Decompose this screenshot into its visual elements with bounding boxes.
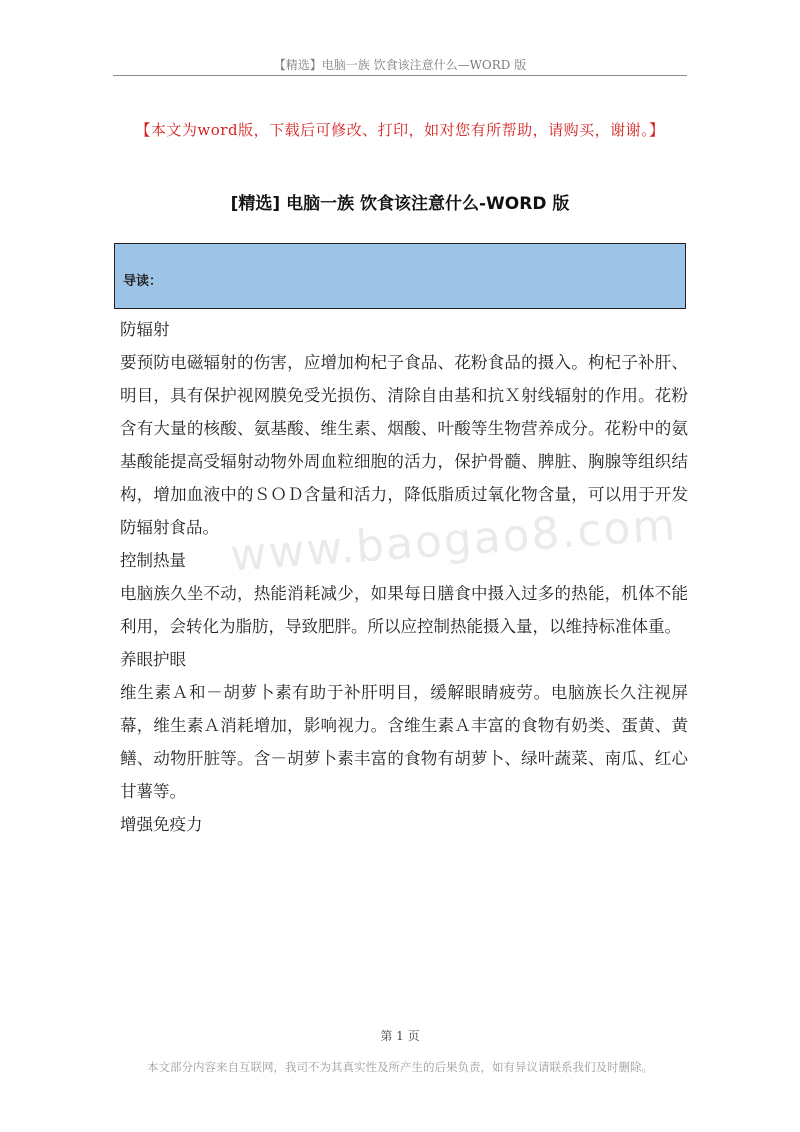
watermark-text: www.baogao8.com bbox=[228, 499, 679, 582]
section-heading-eyes: 养眼护眼 bbox=[120, 650, 186, 669]
article-body bbox=[120, 313, 688, 841]
document-title: [精选] 电脑一族 饮食该注意什么-WORD 版 bbox=[230, 194, 570, 214]
purchase-notice: 【本文为word版，下载后可修改、打印，如对您有所帮助，请购买，谢谢。】 bbox=[135, 121, 665, 139]
guide-box bbox=[114, 243, 686, 309]
guide-label: 导读： bbox=[123, 274, 163, 289]
section-heading-calories: 控制热量 bbox=[120, 551, 186, 570]
section-paragraph-eyes: 维生素Ａ和－胡萝卜素有助于补肝明目，缓解眼睛疲劳。电脑族长久注视屏幕，维生素Ａ消耗增加，影响视力。含维生素Ａ丰富的食物有奶类、蛋黄、黄鳝、动物肝脏等。含－胡萝卜素丰富的食物有胡萝卜、绿叶蔬菜、南瓜、红心甘薯等。 bbox=[120, 683, 688, 801]
section-heading-radiation: 防辐射 bbox=[120, 320, 170, 339]
section-paragraph-calories: 电脑族久坐不动，热能消耗减少，如果每日膳食中摄入过多的热能，机体不能利用，会转化为脂肪，导致肥胖。所以应控制热能摄入量，以维持标准体重。 bbox=[120, 584, 688, 636]
running-header: 【精选】电脑一族 饮食该注意什么—WORD 版 bbox=[273, 58, 527, 72]
page-number: 第 1 页 bbox=[380, 1029, 420, 1043]
header-divider bbox=[113, 75, 687, 76]
section-heading-immunity: 增强免疫力 bbox=[120, 815, 203, 834]
section-paragraph-radiation: 要预防电磁辐射的伤害，应增加枸杞子食品、花粉食品的摄入。枸杞子补肝、明目，具有保护视网膜免受光损伤、清除自由基和抗Ｘ射线辐射的作用。花粉含有大量的核酸、氨基酸、维生素、烟酸、叶酸等生物营养成分。花粉中的氨基酸能提高受辐射动物外周血粒细胞的活力，保护骨髓、脾脏、胸腺等组织结构，增加血液中的ＳＯＤ含量和活力，降低脂质过氧化物含量，可以用于开发防辐射食品。 bbox=[120, 353, 688, 537]
footer-disclaimer: 本文部分内容来自互联网，我司不为其真实性及所产生的后果负责，如有异议请联系我们及时删除。 bbox=[147, 1060, 653, 1074]
